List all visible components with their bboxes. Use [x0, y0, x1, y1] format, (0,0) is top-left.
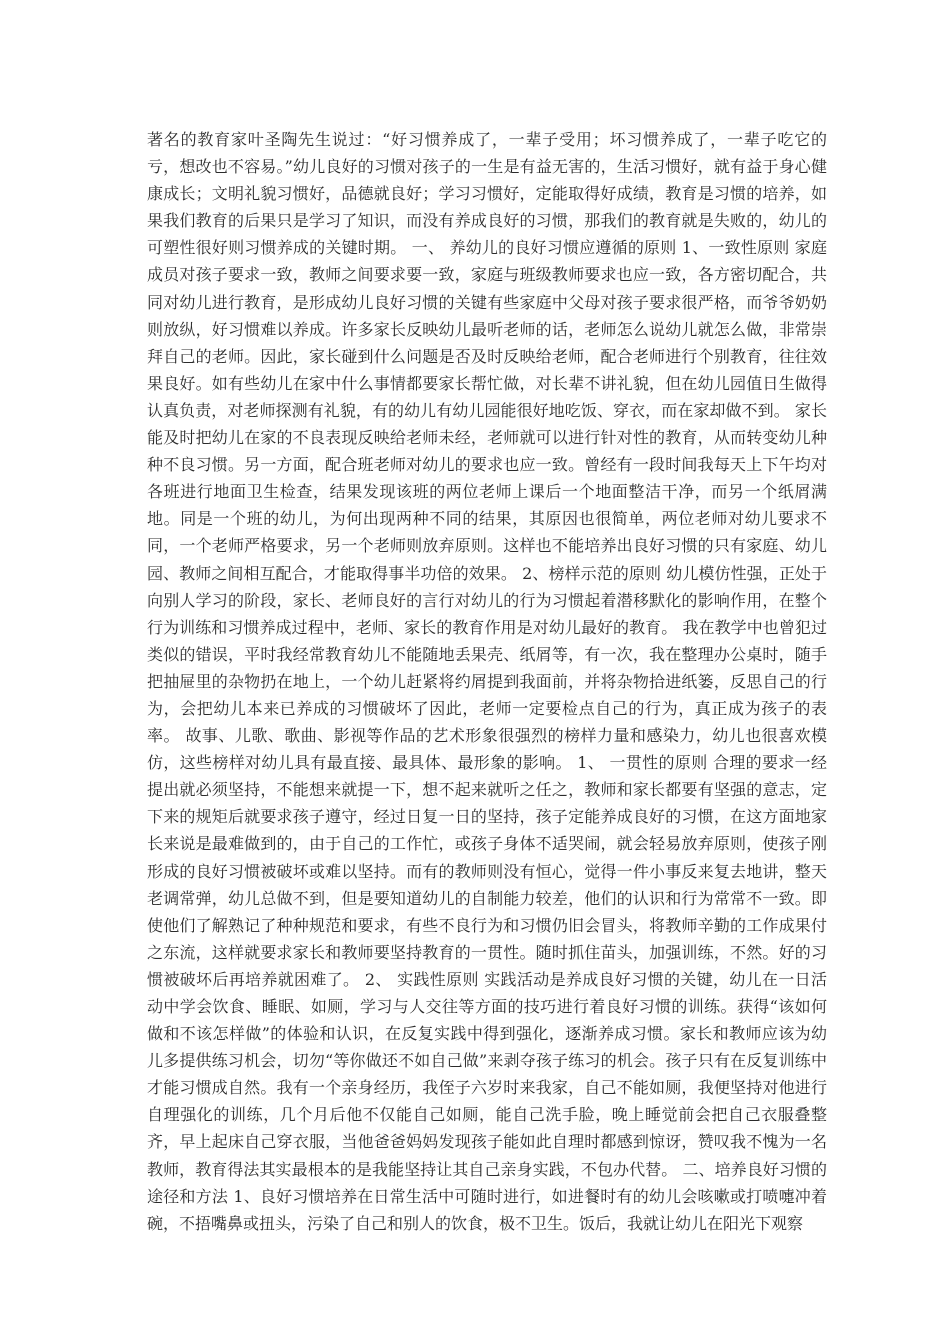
body-paragraph: 著名的教育家叶圣陶先生说过：“好习惯养成了，一辈子受用；坏习惯养成了，一辈子吃它的亏，想改也不容易。”幼儿良好的习惯对孩子的一生是有益无害的，生活习惯好，就有益于身心健康成长；文明礼貌习惯好，品德就良好；学习习惯好，定能取得好成绩，教育是习惯的培养，如果我们教育的后果只是学习了知识，而没有养成良好的习惯，那我们的教育就是失败的，幼儿的可塑性很好则习惯养成的关键时期。 一、 养幼儿的良好习惯应遵循的原则 1、一致性原则 家庭成员对孩子要求一致，教师之间要求要一致，家庭与班级教师要求也应一致，各方密切配合，共同对幼儿进行教育，是形成幼儿良好习惯的关键有些家庭中父母对孩子要求很严格，而爷爷奶奶则放纵，好习惯难以养成。许多家长反映幼儿最听老师的话，老师怎么说幼儿就怎么做，非常崇拜自己的老师。因此，家长碰到什么问题是否及时反映给老师，配合老师进行个别教育，往往效果良好。如有些幼儿在家中什么事情都要家长帮忙做，对长辈不讲礼貌，但在幼儿园值日生做得认真负责，对老师探测有礼貌，有的幼儿有幼儿园能很好地吃饭、穿衣，而在家却做不到。 家长能及时把幼儿在家的不良表现反映给老师未经，老师就可以进行针对性的教育，从而转变幼儿种种不良习惯。另一方面，配合班老师对幼儿的要求也应一致。曾经有一段时间我每天上下午均对各班进行地面卫生检查，结果发现该班的两位老师上课后一个地面整洁干净，而另一个纸屑满地。同是一个班的幼儿，为何出现两种不同的结果，其原因也很简单，两位老师对幼儿要求不同，一个老师严格要求，另一个老师则放弃原则。这样也不能培养出良好习惯的只有家庭、幼儿园、教师之间相互配合，才能取得事半功倍的效果。 2、榜样示范的原则 幼儿模仿性强，正处于向别人学习的阶段，家长、老师良好的言行对幼儿的行为习惯起着潜移默化的影响作用，在整个行为训练和习惯养成过程中，老师、家长的教育作用是对幼儿最好的教育。 我在教学中也曾犯过类似的错误，平时我经常教育幼儿不能随地丢果壳、纸屑等，有一次，我在整理办公桌时，随手把抽屉里的杂物扔在地上，一个幼儿赶紧将约屑提到我面前，并将杂物拾进纸篓，反思自己的行为，会把幼儿本来已养成的习惯破坏了因此，老师一定要检点自己的行为，真正成为孩子的表率。 故事、儿歌、歌曲、影视等作品的艺术形象很强烈的榜样力量和感染力，幼儿也很喜欢模仿，这些榜样对幼儿具有最直接、最具体、最形象的影响。 1、 一贯性的原则 合理的要求一经提出就必须坚持，不能想来就提一下，想不起来就听之任之，教师和家长都要有坚强的意志，定下来的规矩后就要求孩子遵守，经过日复一日的坚持，孩子定能养成良好的习惯，在这方面地家长来说是最难做到的，由于自己的工作忙，或孩子身体不适哭闹，就会轻易放弃原则，使孩子刚形成的良好习惯被破坏或难以坚持。而有的教师则没有恒心，觉得一件小事反来复去地讲，整天老调常弹，幼儿总做不到，但是要知道幼儿的自制能力较差，他们的认识和行为常常不一致。即使他们了解熟记了种种规范和要求，有些不良行为和习惯仍旧会冒头，将教师辛勤的工作成果付之东流，这样就要求家长和教师要坚持教育的一贯性。随时抓住苗头，加强训练，不然。好的习惯被破坏后再培养就困难了。 2、 实践性原则 实践活动是养成良好习惯的关键，幼儿在一日活动中学会饮食、睡眠、如厕，学习与人交往等方面的技巧进行着良好习惯的训练。获得“该如何做和不该怎样做”的体验和认识，在反复实践中得到强化，逐渐养成习惯。家长和教师应该为幼儿多提供练习机会，切勿“等你做还不如自己做”来剥夺孩子练习的机会。孩子只有在反复训练中才能习惯成自然。我有一个亲身经历，我侄子六岁时来我家，自己不能如厕，我便坚持对他进行自理强化的训练，几个月后他不仅能自己如厕，能自己洗手脸，晚上睡觉前会把自己衣服叠整齐，早上起床自己穿衣服，当他爸爸妈妈发现孩子能如此自理时都感到惊讶，赞叹我不愧为一名教师，教育得法其实最根本的是我能坚持让其自己亲身实践，不包办代替。 二、培养良好习惯的途径和方法 1、良好习惯培养在日常生活中可随时进行，如进餐时有的幼儿会咳嗽或打喷嚏冲着碗，不捂嘴鼻或扭头，污染了自己和别人的饮食，极不卫生。饭后，我就让幼儿在阳光下观察 — [147, 130, 827, 1233]
